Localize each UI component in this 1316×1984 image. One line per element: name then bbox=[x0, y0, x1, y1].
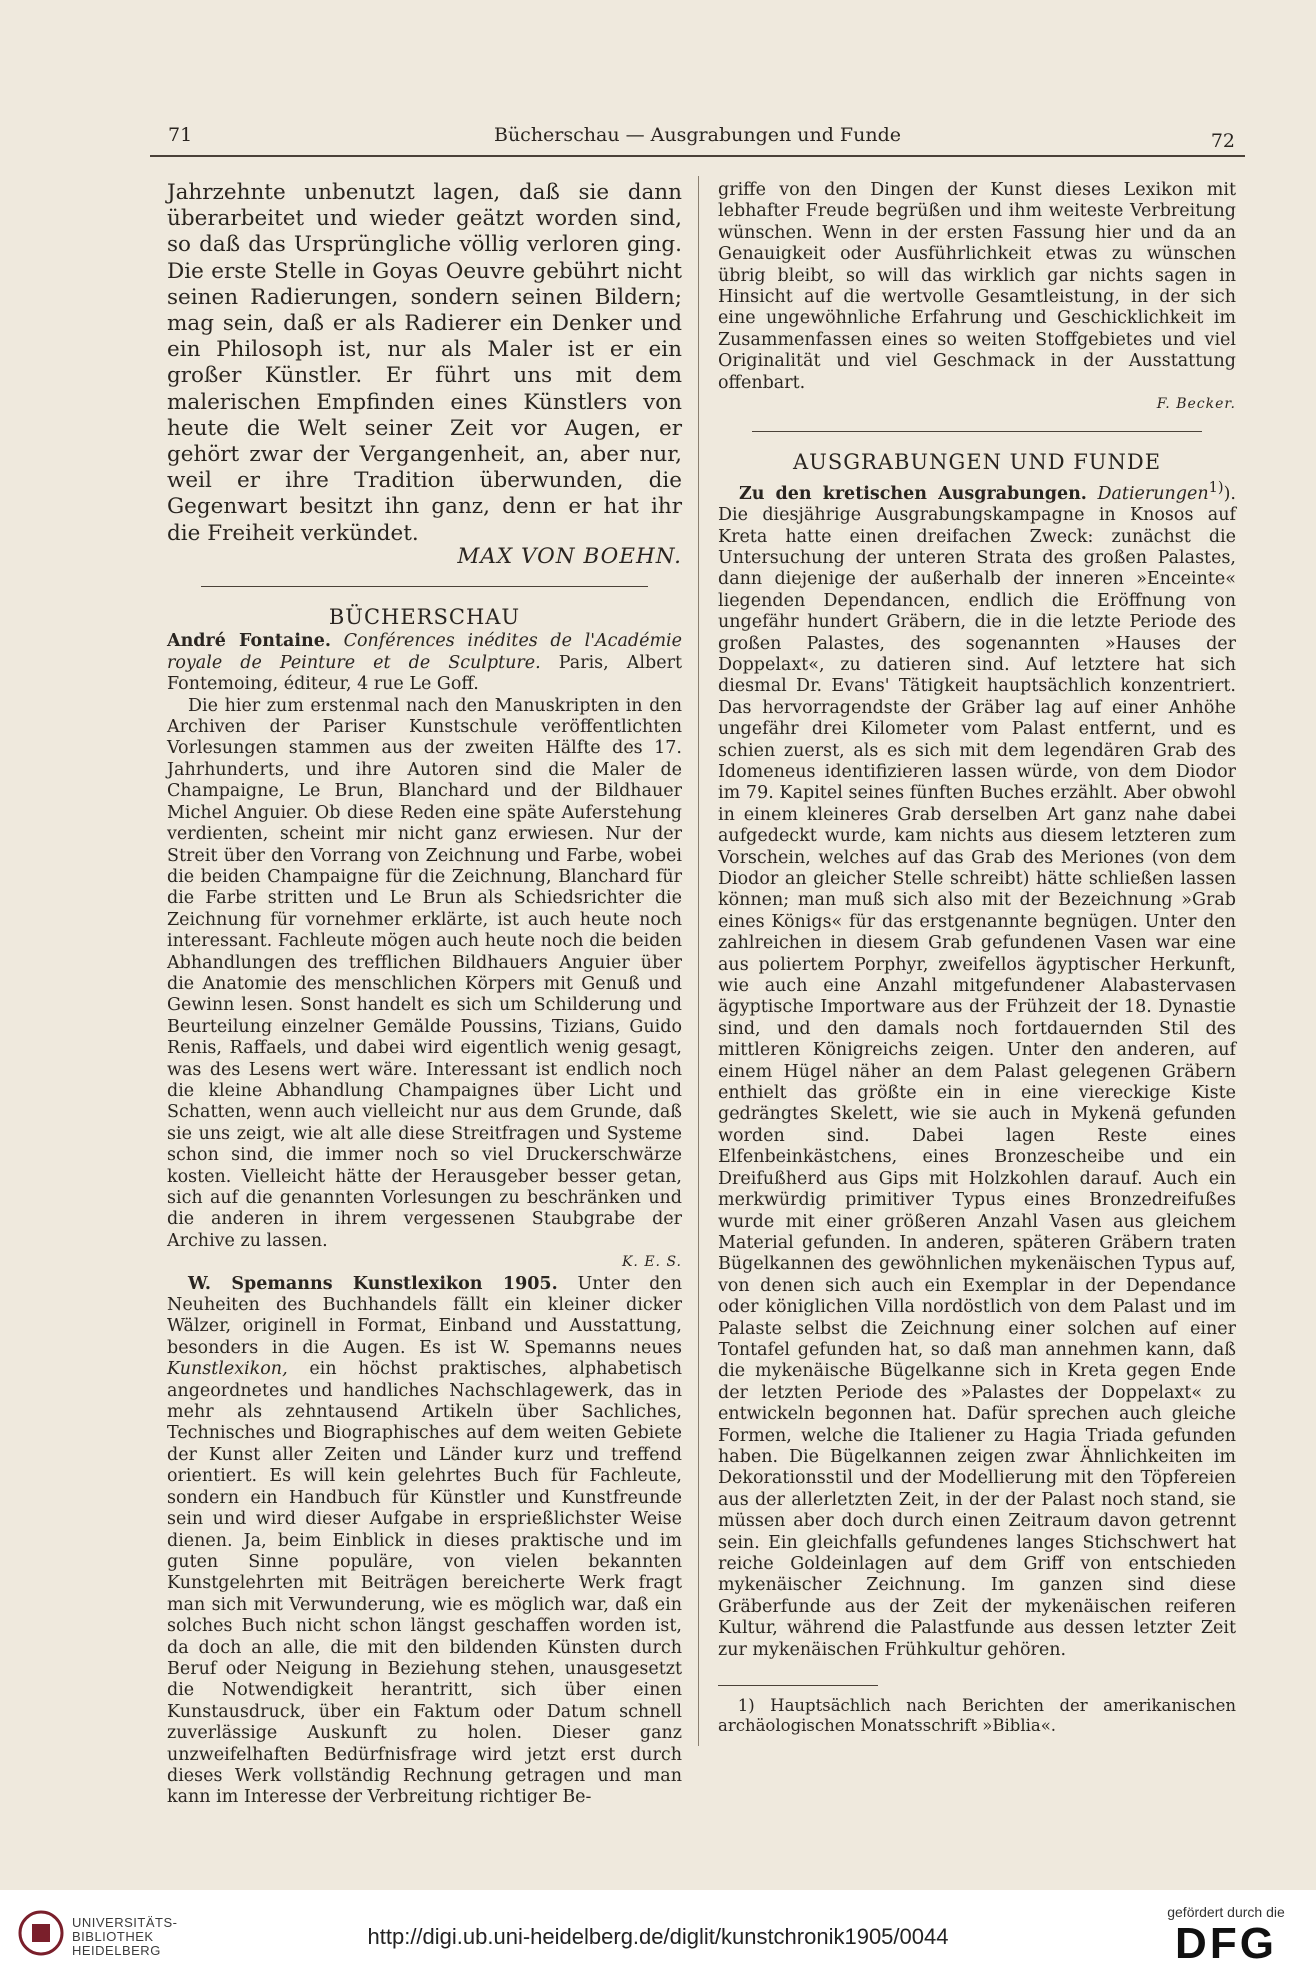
footnote-marker: 1) bbox=[1208, 478, 1224, 496]
fontaine-entry-head bbox=[167, 631, 682, 695]
footnote-text: 1) Hauptsächlich nach Berichten der amerikanischen archäologischen Monatsschrift »Biblia«. bbox=[718, 1696, 1236, 1736]
fontaine-publisher: Paris, Albert Fontemoing, éditeur, 4 rue Le Goff. bbox=[167, 652, 682, 695]
fontaine-book-title: Conférences inédites de l'Académie royale de Peinture et de Sculpture. bbox=[167, 631, 682, 673]
kreta-subtitle: Datierungen bbox=[1097, 483, 1209, 504]
library-name-line: UNIVERSITÄTS- bbox=[72, 1915, 178, 1930]
signature-becker: F. Becker. bbox=[1156, 396, 1236, 413]
kreta-article: Zu den kretischen Ausgrabungen. Datierungen$^{1)}$). Die diesjährige Ausgrabungskampagne in Knosos auf Kreta hatte einen dreifachen Zweck: zunächst die Untersuchung der unteren Strata des großen Palastes, dann diejenige der außerhalb der inneren »Enceinte« liegenden Dependancen, endlich die Eröffnung von ungefähr hundert Gräbern, die in die letzte Periode des großen Palastes, des sogenannten »Hauses der Doppelaxt«, zu datieren sind. Auf letztere hat sich diesmal Dr. Evans' Tätigkeit hauptsächlich konzentriert. Das hervorragendste der Gräber lag auf einer Anhöhe ungefähr drei Kilometer vom Palast entfernt, und es schien zuerst, als es sich mit dem legendären Grab des Idomeneus identifizieren lassen würde, von dem Diodor im 79. Kapitel seines fünften Buches erzählt. Aber obwohl in einem kleineres Grab derselben Art ganz nahe dabei aufgedeckt wurde, kam nichts aus diesem letzteren zum Vorschein, welches auf das Grab des Meriones (von dem Diodor an gleicher Stelle schreibt) hätte schließen lassen können; man muß sich also mit der Bezeichnung »Grab eines Königs« für das erstgenannte begnügen. Unter den zahlreichen in diesem Grab gefundenen Vasen war eine aus poliertem Porphyr, zweifellos ägyptischer Herkunft, wie auch eine Anzahl mitgefundener Alabastervasen ägyptische Importware aus der Frühzeit der 18. Dynastie sind, und den damals noch fortdauernden Stil des mittleren Königreichs zeigen. Unter den anderen, auf einem Hügel näher an dem Palast gelegenen Gräbern enthielt das größte ein in eine viereckige Kiste gedrängtes Skelett, wie sie auch in Mykenä gefunden worden sind. Dabei lagen Reste eines Elfenbeinkästchens, eines Bronzescheibe und ein Dreifußherd aus Gips mit Holzkohlen darauf. Auch ein merkwürdig primitiver Typus eines Bronzedreifußes wurde mit einer größeren Anzahl Vasen aus gleichem Material gefunden. In anderen, späteren Gräbern traten Bügelkannen des gewöhnlichen mykenäischen Typus auf, von denen sich auch ein Exemplar in der Dependance oder königlichen Villa nordöstlich von dem Palast und im Palaste selbst die Zeichnung einer solchen auf einer Tontafel gefunden hat, so daß man annehmen kann, daß die mykenäische Bügelkanne sich in Kreta gegen Ende der letzten Periode des »Palastes der Doppelaxt« zu entwickeln begonnen hat. Dafür sprechen auch gleiche Formen, welche die Italiener zu Hagia Triada gefunden haben. Die Bügelkannen zeigen zwar Ähnlichkeiten im Dekorationsstil und der Modellierung mit den Töpfereien aus der allerletzten Zeit, in der der Palast noch stand, sie müssen aber doch durch einen Zeitraum davon getrennt sein. Ein gleichfalls gefundenes langes Stichschwert hat reiche Goldeinlagen auf dem Griff von entschieden mykenäischer Zeichnung. Im ganzen sind diese Gräberfunde aus der Zeit der mykenäischen reiferen Kultur, während die Palastfunde aus dessen letzter Zeit zur mykenäischen Frühkultur gehören. bbox=[718, 478, 1236, 1660]
signature-boehn: MAX VON BOEHN. bbox=[457, 543, 682, 569]
dfg-logo[interactable] bbox=[1156, 1904, 1296, 1968]
sponsor-caption: gefördert durch die bbox=[1167, 1904, 1285, 1920]
signature-kes: K. E. S. bbox=[621, 1254, 682, 1271]
kreta-text: Die diesjährige Ausgrabungskampagne in Knosos auf Kreta hatte einen dreifachen Zweck: zunächst die Untersuchung der unteren Strata des großen Palastes, dann diejenige der außerhalb der inneren »Enceinte« liegenden Dependancen, endlich die Eröffnung von ungefähr hundert Gräbern, die in die letzte Periode des großen Palastes, des sogenannten »Hauses der Doppelaxt«, zu datieren sind. Auf letztere hat sich diesmal Dr. Evans' Tätigkeit hauptsächlich konzentriert. Das hervorragendste der Gräber lag auf einer Anhöhe ungefähr drei Kilometer vom Palast entfernt, und es schien zuerst, als es sich mit dem legendären Grab des Idomeneus identifizieren lassen würde, von dem Diodor im 79. Kapitel seines fünften Buches erzählt. Aber obwohl in einem kleineres Grab derselben Art ganz nahe dabei aufgedeckt wurde, kam nichts aus diesem letzteren zum Vorschein, welches auf das Grab des Meriones (von dem Diodor an gleicher Stelle schreibt) hätte schließen lassen können; man muß sich also mit der Bezeichnung »Grab eines Königs« für das erstgenannte begnügen. Unter den zahlreichen in diesem Grab gefundenen Vasen war eine aus poliertem Porphyr, zweifellos ägyptischer Herkunft, wie auch eine Anzahl mitgefundener Alabastervasen ägyptische Importware aus der Frühzeit der 18. Dynastie sind, und den damals noch fortdauernden Stil des mittleren Königreichs zeigen. Unter den anderen, auf einem Hügel näher an dem Palast gelegenen Gräbern enthielt das größte ein in eine viereckige Kiste gedrängtes Skelett, wie sie auch in Mykenä gefunden worden sind. Dabei lagen Reste eines Elfenbeinkästchens, eines Bronzescheibe und ein Dreifußherd aus Gips mit Holzkohlen darauf. Auch ein merkwürdig primitiver Typus eines Bronzedreifußes wurde mit einer größeren Anzahl Vasen aus gleichem Material gefunden. In anderen, späteren Gräbern traten Bügelkannen des gewöhnlichen mykenäischen Typus auf, von denen sich auch ein Exemplar in der Dependance oder königlichen Villa nordöstlich von dem Palast und im Palaste selbst die Zeichnung einer solchen auf einer Tontafel gefunden hat, so daß man annehmen kann, daß die mykenäische Bügelkanne sich in Kreta gegen Ende der letzten Periode des »Palastes der Doppelaxt« zu entwickeln begonnen hat. Dafür sprechen auch gleiche Formen, welche die Italiener zu Hagia Triada gefunden haben. Die Bügelkannen zeigen zwar Ähnlichkeiten im Dekorationsstil und der Modellierung mit den Töpfereien aus der allerletzten Zeit, in der der Palast noch stand, sie müssen aber doch durch einen Zeitraum davon getrennt sein. Ein gleichfalls gefundenes langes Stichschwert hat reiche Goldeinlagen auf dem Griff von entschieden mykenäischer Zeichnung. Im ganzen sind diese Gräberfunde aus der Zeit der mykenäischen reiferen Kultur, während die Palastfunde aus dessen letzter Zeit zur mykenäischen Frühkultur gehören. bbox=[718, 505, 1236, 1660]
spemann-italic: Kunstlexikon, bbox=[167, 1359, 288, 1380]
kreta-title: Zu den kretischen Ausgrabungen. bbox=[739, 483, 1087, 504]
header-title: Bücherschau — Ausgrabungen und Funde bbox=[493, 124, 901, 146]
section-separator bbox=[201, 586, 648, 587]
running-header bbox=[150, 122, 1245, 158]
goya-review-end: Jahrzehnte unbenutzt lagen, daß sie dann überarbeitet und wieder geätzt worden sind, so daß das Ursprüngliche völlig verloren ging. Die erste Stelle in Goyas Oeuvre gebührt nicht seinen Radierungen, sondern seinen Bildern; mag sein, daß er als Radierer ein Denker und ein Philosoph ist, nur als Maler ist er ein großer Künstler. Er führt uns mit dem malerischen Empfinden eines Künstlers von heute die Welt seiner Zeit vor Augen, er gehört zwar der Vergangenheit, an, aber nur, weil er ihre Tradition überwunden, die Gegenwart besitzt ihn ganz, denn er hat ihr die Freiheit verkündet. bbox=[167, 180, 682, 546]
page-number-left: 71 bbox=[168, 124, 193, 146]
page-number-right: 72 bbox=[1210, 130, 1235, 152]
sponsor-name: DFG bbox=[1175, 1919, 1277, 1968]
spemann-title: W. Spemanns Kunstlexikon 1905. bbox=[188, 1273, 558, 1294]
section-separator bbox=[752, 431, 1202, 432]
column-divider bbox=[698, 176, 699, 1746]
section-title-buecherschau: BÜCHERSCHAU bbox=[328, 605, 521, 630]
left-column bbox=[167, 180, 682, 1809]
section-title-ausgrabungen: AUSGRABUNGEN UND FUNDE bbox=[792, 450, 1162, 475]
spemann-review bbox=[167, 1274, 682, 1809]
footnote-rule bbox=[718, 1685, 878, 1686]
footnote bbox=[718, 1685, 1236, 1736]
fontaine-review: Die hier zum erstenmal nach den Manuskripten in den Archiven der Pariser Kunstschule veröffentlichten Vorlesungen stammen aus der zweiten Hälfte des 17. Jahrhunderts, und ihre Autoren sind die Maler de Champaigne, Le Brun, Blanchard und der Bildhauer Michel Anguier. Ob diese Reden eine späte Auferstehung verdienten, scheint mir nicht ganz erwiesen. Nur der Streit über den Vorrang von Zeichnung und Farbe, wobei die beiden Champaigne für die Zeichnung, Blanchard für die Farbe stritten und Le Brun als Schiedsrichter die Zeichnung für vornehmer erklärte, ist auch heute noch interessant. Fachleute mögen auch heute noch die beiden Abhandlungen des trefflichen Bildhauers Anguier über die Anatomie des menschlichen Körpers mit Genuß und Gewinn lesen. Sonst handelt es sich um Schilderung und Beurteilung einzelner Gemälde Poussins, Tizians, Guido Renis, Raffaels, und dabei wird eigentlich wenig gesagt, was des Lesens wert wäre. Interessant ist endlich noch die kleine Abhandlung Champaignes über Licht und Schatten, wenn auch vielleicht nur aus dem Grunde, daß sie uns zeigt, wie alt alle diese Streitfragen und Systeme schon sind, die immer noch so viel Druckerschwärze kosten. Vielleicht hätte der Herausgeber besser getan, sich auf die genannten Vorlesungen zu beschränken und die anderen in ihrem vergessenen Staubgrabe der Archive zu lassen. bbox=[167, 695, 682, 1251]
header-rule bbox=[150, 155, 1245, 157]
library-name-line: BIBLIOTHEK bbox=[72, 1929, 154, 1944]
digitization-footer bbox=[0, 1890, 1316, 1984]
source-url-link[interactable]: http://digi.ub.uni-heidelberg.de/diglit/kunstchronik1905/0044 bbox=[367, 1924, 949, 1949]
fontaine-author: André Fontaine. bbox=[167, 631, 331, 652]
spemann-review-end: griffe von den Dingen der Kunst dieses Lexikon mit lebhafter Freude begrüßen und ihm weiteste Verbreitung wünschen. Wenn in der ersten Fassung hier und da an Genauigkeit oder Ausführlichkeit etwas zu wünschen übrig bleibt, so will das wirklich gar nichts sagen in Hinsicht auf die wertvolle Gesamtleistung, in der sich eine ungewöhnliche Erfahrung und Geschicklichkeit im Zusammenfassen eines so weiten Stoffgebietes und viel Originalität und viel Geschmack in der Ausstattung offenbart. bbox=[718, 180, 1236, 393]
spemann-text-1: Unter den Neuheiten des Buchhandels fällt ein kleiner dicker Wälzer, originell in Format, Einband und Ausstattung, besonders in die Augen. Es ist W. Spemanns neues bbox=[167, 1273, 682, 1358]
spemann-text-2: ein höchst praktisches, alphabetisch angeordnetes und handliches Nachschlagewerk, das in mehr als zehntausend Artikeln über Sachliches, Technisches und Biographisches auf dem weiten Gebiete der Kunst aller Zeiten und Länder kurz und treffend orientiert. Es will kein gelehrtes Buch für Fachleute, sondern ein Handbuch für Künstler und Kunstfreunde sein und wird dieser Aufgabe in ersprießlichster Weise dienen. Ja, beim Einblick in dieses praktische und im guten Sinne populäre, von vielen bekannten Kunstgelehrten mit Beiträgen bereicherte Werk fragt man sich mit Verwunderung, wie es möglich war, daß ein solches Buch nicht schon längst geschaffen worden ist, da doch an alle, die mit den bildenden Künsten durch Beruf oder Neigung in Beziehung stehen, unausgesetzt die Notwendigkeit herantritt, sich über einen Kunstausdruck, über ein Faktum oder Datum schnell zuverlässige Auskunft zu holen. Dieser ganz unzweifelhaften Bedürfnisfrage wird jetzt erst durch dieses Werk vollständig Rechnung getragen und man kann im Interesse der Verbreitung richtiger Be- bbox=[167, 1359, 682, 1808]
library-name-line: HEIDELBERG bbox=[72, 1943, 161, 1958]
right-column bbox=[718, 180, 1236, 1736]
